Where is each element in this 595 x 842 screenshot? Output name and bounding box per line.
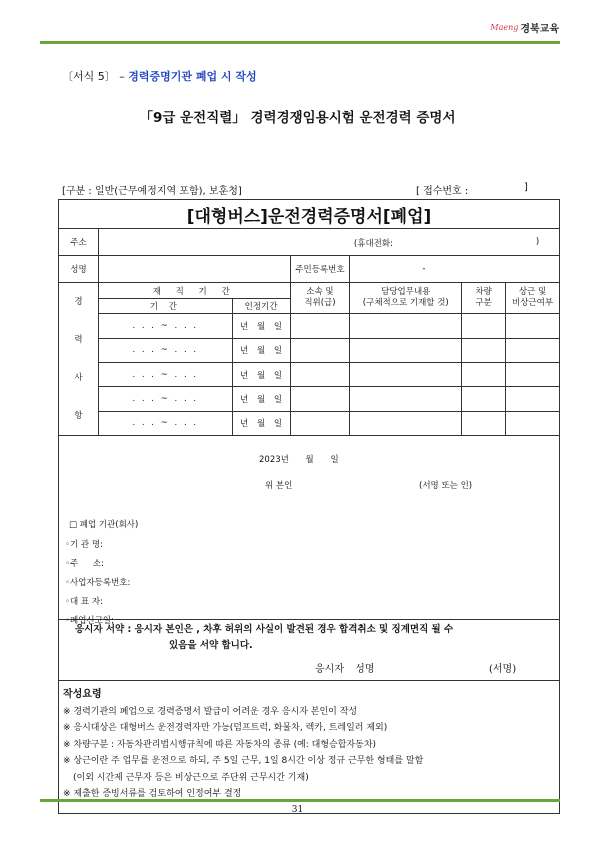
career-vehicle[interactable] (462, 362, 506, 386)
sign-mark: (서명 또는 인) (419, 481, 473, 491)
career-period[interactable]: . . . ~ . . . (98, 314, 232, 338)
career-vehicle[interactable] (462, 338, 506, 362)
document-title: 「9급 운전직렬」 경력경쟁임용시험 운전경력 증명서 (139, 110, 456, 126)
career-recognized[interactable]: 년 월 일 (232, 362, 290, 386)
career-row (59, 338, 560, 362)
header-logo (490, 20, 559, 35)
guide-item: ※ 상근이란 주 업무를 운전으로 하되, 주 5일 근무, 1일 8시간 이상 정규 근무한 형태를 말함 (63, 756, 424, 766)
guide-heading: 작성요령 (63, 689, 102, 700)
career-char: 력 (74, 335, 83, 345)
career-period[interactable]: . . . ~ . . . (98, 362, 232, 386)
oath-area (59, 620, 560, 681)
career-period[interactable]: . . . ~ . . . (98, 338, 232, 362)
closed-field-bizno[interactable]: ◦사업자등록번호: (65, 578, 131, 588)
form-number-label: 경력증명기관 폐업 시 작성 (128, 70, 257, 83)
oath-sign: (서명) (489, 664, 517, 675)
certificate-form (58, 199, 560, 814)
guide-item: ※ 제출한 증빙서류를 검토하여 인정여부 결정 (63, 789, 242, 799)
address-field[interactable] (98, 229, 559, 256)
closed-field-date[interactable]: ◦폐업신고일: (65, 616, 114, 626)
career-period[interactable]: . . . ~ . . . (98, 411, 232, 435)
name-label: 성명 (59, 256, 99, 283)
career-recognized[interactable]: 년 월 일 (232, 411, 290, 435)
closed-field-name[interactable]: ◦기 관 명: (65, 540, 103, 550)
career-affiliation[interactable] (290, 362, 350, 386)
career-recognized[interactable]: 년 월 일 (232, 314, 290, 338)
career-regular[interactable] (506, 362, 560, 386)
career-regular[interactable] (506, 338, 560, 362)
career-char: 사 (74, 373, 83, 383)
career-vehicle[interactable] (462, 411, 506, 435)
col-duty: 담당업무내용 (구체적으로 기재할 것) (350, 283, 462, 314)
oath-signer: 응시자 성명 (315, 664, 375, 675)
form-title: [대형버스]운전경력증명서[폐업] (59, 200, 560, 229)
receipt-number-label: [ 접수번호 : (416, 186, 469, 197)
col-period: 기 간 (98, 299, 232, 314)
sign-person: 위 본인 (265, 481, 293, 491)
closed-field-address[interactable]: ◦주 소: (65, 559, 105, 569)
closed-field-ceo[interactable]: ◦대 표 자: (65, 597, 103, 607)
guide-item: (이외 시간제 근무자 등은 비상근으로 주단위 근무시간 기재) (73, 772, 309, 783)
col-regular: 상근 및 비상근여부 (506, 283, 560, 314)
col-recognized: 인정기간 (232, 299, 290, 314)
form-number-prefix: 〔서식 5〕 – (62, 70, 125, 83)
career-vehicle[interactable] (462, 314, 506, 338)
page-number: 31 (291, 805, 304, 815)
form-number (62, 68, 257, 84)
career-period[interactable]: . . . ~ . . . (98, 387, 232, 411)
phone-label: (휴대전화: (353, 239, 393, 249)
logo-text: 경북교육 (520, 24, 559, 35)
career-vehicle[interactable] (462, 387, 506, 411)
career-duty[interactable] (350, 362, 462, 386)
career-affiliation[interactable] (290, 314, 350, 338)
guide-item: ※ 차량구분 : 자동차관리법시행규칙에 따른 자동차의 종류 (예: 대형승합자동차) (63, 739, 377, 750)
closed-business-heading: □ 폐업 기관(회사) (69, 520, 139, 530)
career-row (59, 411, 560, 435)
career-row (59, 362, 560, 386)
guide-item: ※ 경력기관의 폐업으로 경력증명서 발급이 어려운 경우 응시자 본인이 작성 (63, 706, 358, 717)
career-row (59, 314, 560, 338)
rrn-label: 주민등록번호 (290, 256, 350, 283)
guide-area (59, 681, 560, 814)
receipt-number-end: ] (524, 182, 528, 193)
phone-label-end: ) (535, 237, 540, 247)
col-vehicle: 차량 구분 (462, 283, 506, 314)
sign-date: 2023년 월 일 (259, 455, 339, 465)
oath-line-1: 응시자 서약 : 응시자 본인은 , 차후 허위의 사실이 발견된 경우 합격취소 및 징계면직 될 수 (75, 624, 454, 635)
career-affiliation[interactable] (290, 387, 350, 411)
declaration-area (59, 436, 560, 626)
career-recognized[interactable]: 년 월 일 (232, 338, 290, 362)
address-label: 주소 (59, 229, 99, 256)
col-affiliation: 소속 및 직위(급) (290, 283, 350, 314)
career-row (59, 387, 560, 411)
career-char: 항 (74, 411, 83, 421)
career-regular[interactable] (506, 411, 560, 435)
career-recognized[interactable]: 년 월 일 (232, 387, 290, 411)
logo-mark: Maeng (490, 23, 519, 32)
career-duty[interactable] (350, 338, 462, 362)
career-section-label (59, 283, 99, 436)
career-char: 경 (74, 297, 83, 307)
rrn-field[interactable] (350, 256, 560, 283)
career-affiliation[interactable] (290, 411, 350, 435)
col-period-group: 재 직 기 간 (98, 283, 290, 299)
career-affiliation[interactable] (290, 338, 350, 362)
career-regular[interactable] (506, 387, 560, 411)
career-duty[interactable] (350, 314, 462, 338)
guide-item: ※ 응시대상은 대형버스 운전경력자만 가능(덤프트럭, 화물차, 렉카, 트레일러 제외) (63, 723, 388, 733)
career-duty[interactable] (350, 387, 462, 411)
category-label: [구분 : 일반(근무예정지역 포함), 보훈청] (62, 186, 242, 197)
rrn-dash: - (422, 264, 426, 274)
header-divider (40, 41, 560, 44)
closed-business-fields (65, 536, 130, 631)
footer-divider (40, 799, 560, 802)
career-duty[interactable] (350, 411, 462, 435)
name-field[interactable] (98, 256, 290, 283)
oath-line-2: 있음을 서약 합니다. (169, 640, 253, 651)
career-regular[interactable] (506, 314, 560, 338)
